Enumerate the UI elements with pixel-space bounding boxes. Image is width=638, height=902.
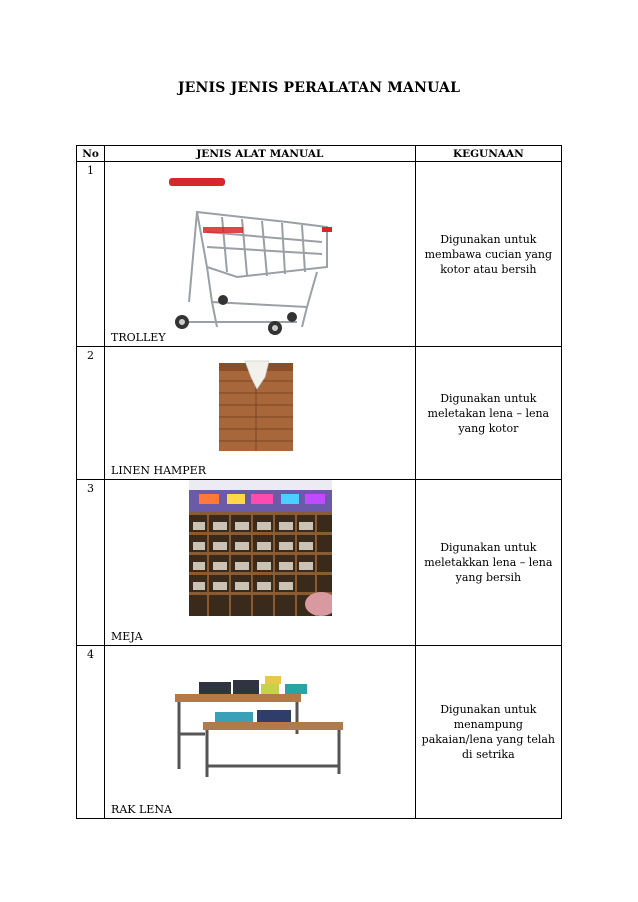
table-header-row xyxy=(77,146,562,162)
table-row xyxy=(77,162,562,347)
alat-label: RAK LENA xyxy=(111,803,172,816)
alat-cell xyxy=(105,162,416,347)
table-row xyxy=(77,480,562,646)
alat-cell xyxy=(105,480,416,646)
page-title: JENIS JENIS PERALATAN MANUAL xyxy=(177,80,461,96)
header-kegunaan: KEGUNAAN xyxy=(415,146,561,162)
table-row xyxy=(77,646,562,819)
kegunaan-text: Digunakan untuk meletakan lena – lena yang kotor xyxy=(415,347,561,480)
row-number: 2 xyxy=(77,347,105,480)
shelf-image xyxy=(189,480,332,616)
row-number: 1 xyxy=(77,162,105,347)
alat-cell xyxy=(105,646,416,819)
alat-label: LINEN HAMPER xyxy=(111,464,206,477)
alat-cell xyxy=(105,347,416,480)
kegunaan-text: Digunakan untuk meletakkan lena – lena yang bersih xyxy=(415,480,561,646)
equipment-table xyxy=(76,145,562,819)
header-alat: JENIS ALAT MANUAL xyxy=(105,146,416,162)
trolley-handle xyxy=(169,178,225,186)
trolley-image xyxy=(167,172,335,337)
row-number: 4 xyxy=(77,646,105,819)
table-row xyxy=(77,347,562,480)
kegunaan-text: Digunakan untuk membawa cucian yang kotor atau bersih xyxy=(415,162,561,347)
header-no: No xyxy=(77,146,105,162)
row-number: 3 xyxy=(77,480,105,646)
kegunaan-text: Digunakan untuk menampung pakaian/lena yang telah di setrika xyxy=(415,646,561,819)
alat-label: TROLLEY xyxy=(111,331,166,344)
tables-image xyxy=(175,674,347,779)
alat-label: MEJA xyxy=(111,630,143,643)
hamper-image xyxy=(217,359,297,454)
